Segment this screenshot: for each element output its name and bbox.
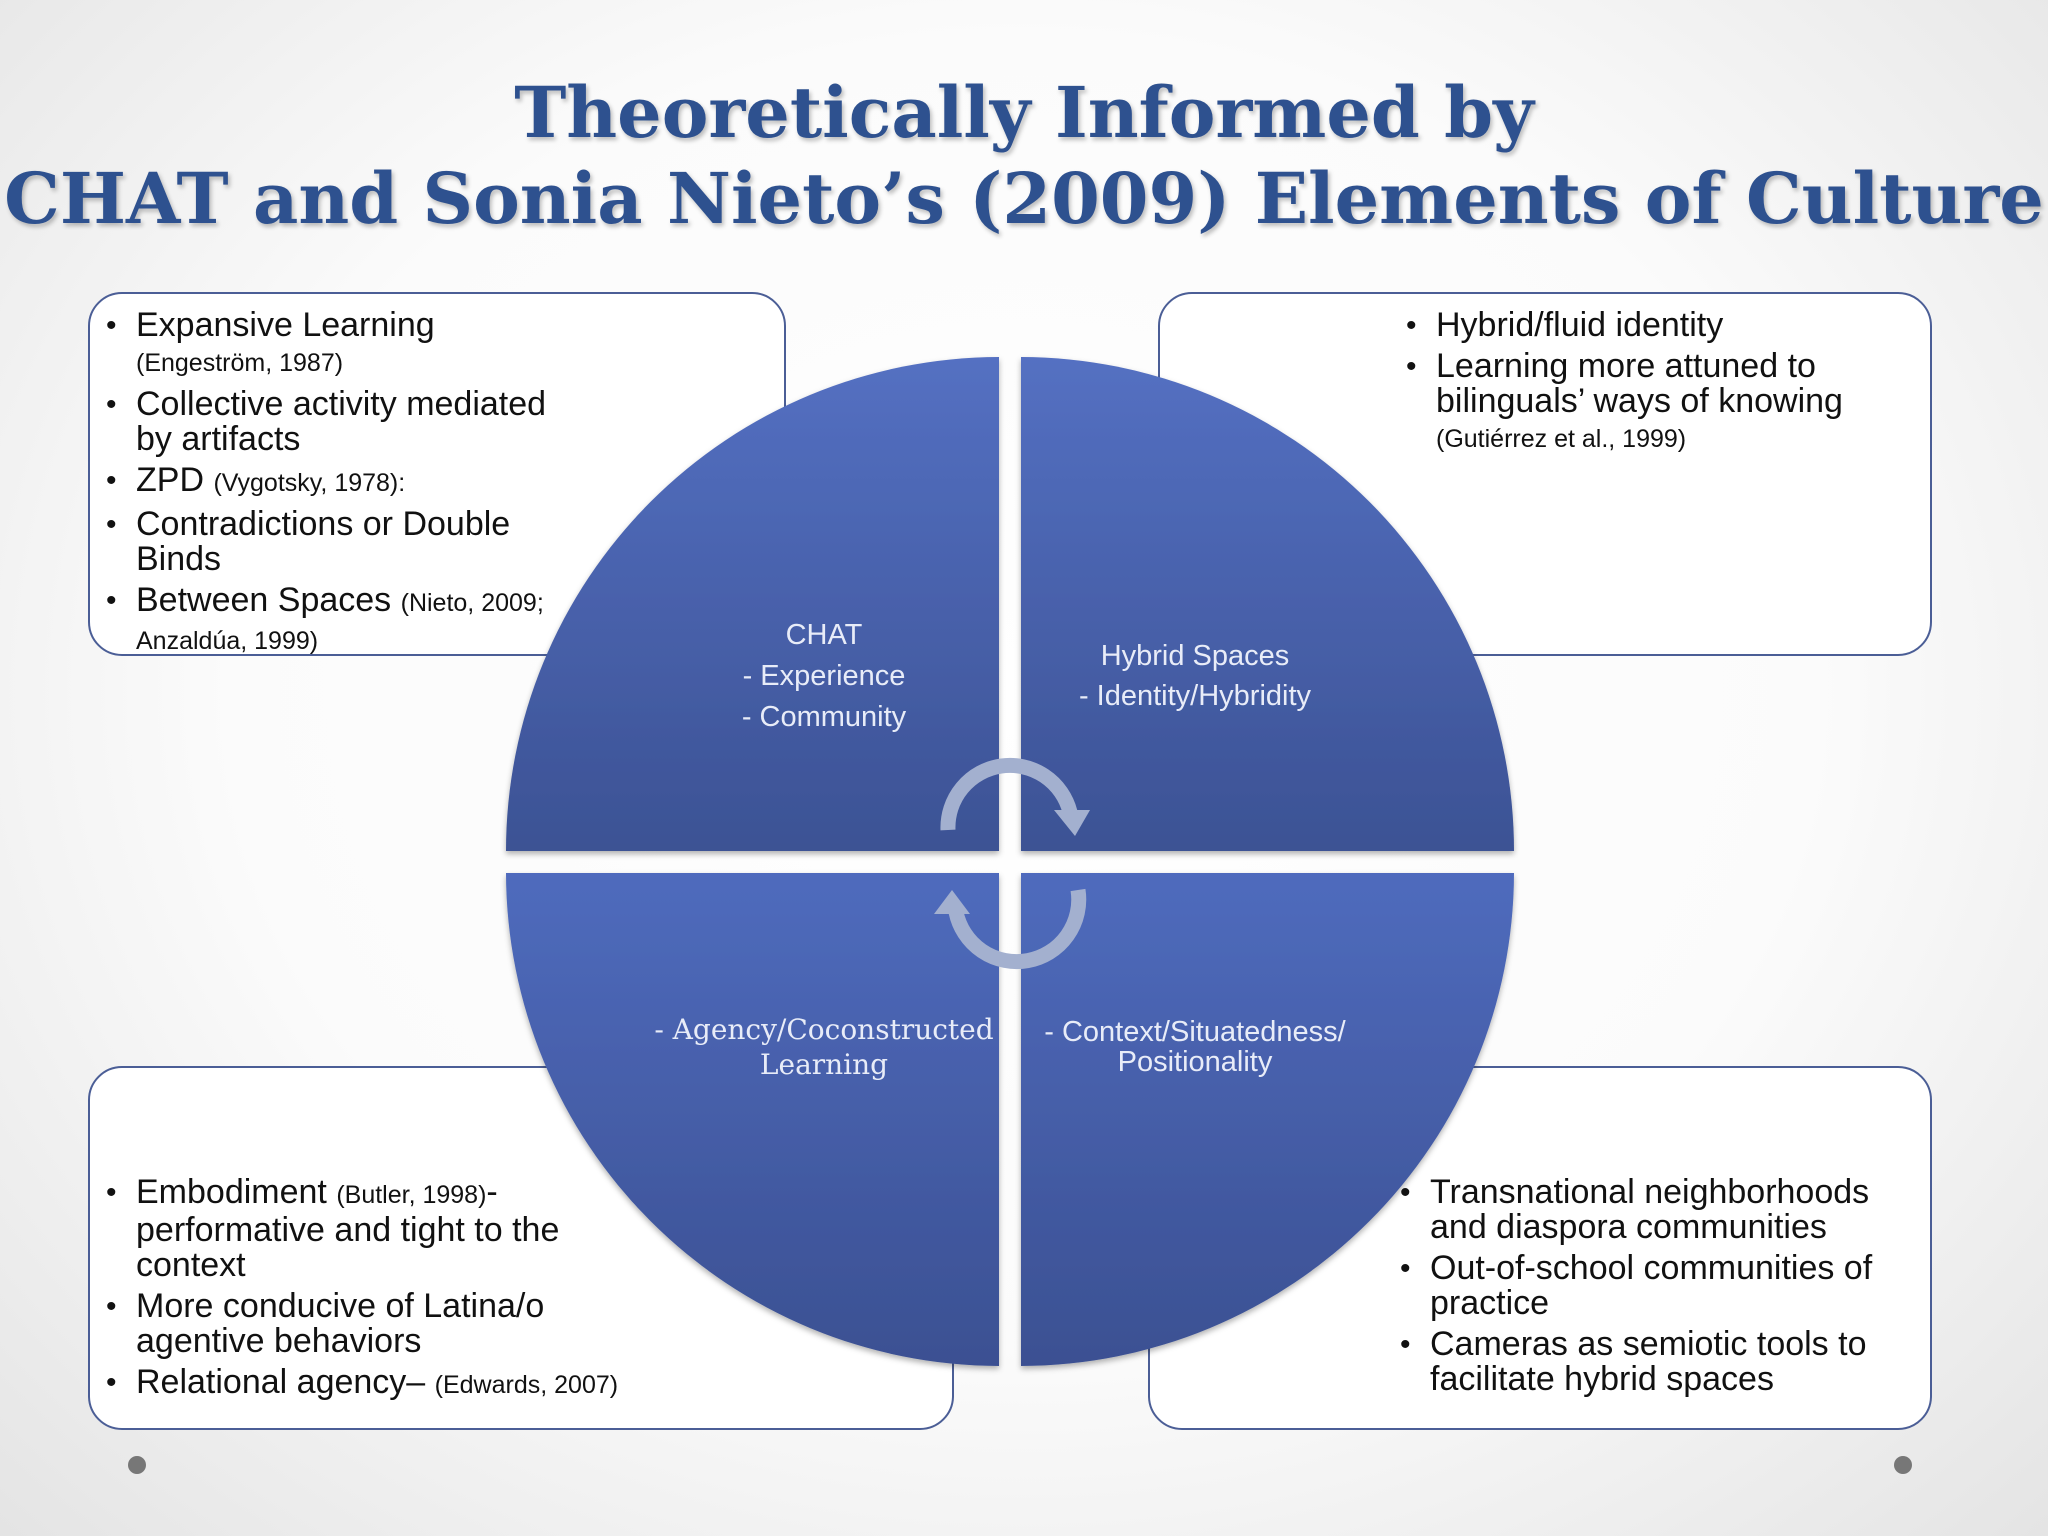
top-left-list: [106, 308, 576, 665]
list-item: [106, 1289, 646, 1359]
item-citation: (Engeström, 1987): [136, 349, 344, 377]
title-line-1: Theoretically Informed by: [514, 71, 1534, 154]
top-right-list: [1406, 308, 1876, 463]
item-text-continued: - performative and tight to the context: [136, 1173, 560, 1284]
quadrant-bottom-right-line-1: - Context/Situatedness/: [1044, 1016, 1346, 1048]
item-text: Contradictions or Double Binds: [136, 505, 511, 578]
item-text: Collective activity mediated by artifacts: [136, 385, 547, 458]
corner-dot-right: [1894, 1456, 1912, 1474]
item-text: Embodiment: [136, 1173, 327, 1211]
list-item: [106, 387, 576, 457]
item-citation: (Vygotsky, 1978):: [213, 469, 406, 497]
bottom-left-list: [106, 1175, 646, 1409]
list-item: [106, 463, 576, 501]
quadrant-top-right-title: Hybrid Spaces: [1100, 640, 1290, 672]
item-text: ZPD: [136, 461, 204, 499]
item-citation: (Butler, 1998): [336, 1181, 487, 1209]
item-citation: (Gutiérrez et al., 1999): [1436, 425, 1687, 453]
item-citation: (Edwards, 2007): [434, 1371, 619, 1399]
list-item: [106, 583, 576, 659]
list-item: [106, 1175, 646, 1283]
list-item: [1406, 308, 1876, 343]
item-text: Between Spaces: [136, 581, 392, 619]
item-text: Transnational neighborhoods and diaspora communities: [1430, 1173, 1870, 1246]
list-item: [1400, 1327, 1890, 1397]
list-item: [106, 308, 576, 381]
quadrant-top-left-item-1: - Experience: [742, 660, 906, 692]
list-item: [106, 1365, 646, 1403]
item-text: Hybrid/fluid identity: [1436, 306, 1724, 344]
quadrant-top-left-item-2: - Community: [741, 701, 907, 733]
item-text: More conducive of Latina/o agentive behaviors: [136, 1287, 545, 1360]
quadrant-top-left: [506, 357, 999, 851]
item-text: Out-of-school communities of practice: [1430, 1249, 1873, 1322]
corner-dot-left: [128, 1456, 146, 1474]
item-text: Expansive Learning: [136, 306, 435, 344]
quadrant-bottom-right-line-2: Positionality: [1117, 1046, 1273, 1078]
item-text: Learning more attuned to bilinguals’ ways of knowing: [1436, 347, 1843, 420]
quadrant-bottom-left-line-2: Learning: [759, 1048, 889, 1081]
list-item: [106, 507, 576, 577]
list-item: [1406, 349, 1876, 457]
quadrant-bottom-left-line-1: - Agency/Coconstructed: [654, 1013, 994, 1046]
list-item: [1400, 1175, 1890, 1245]
list-item: [1400, 1251, 1890, 1321]
item-text: Relational agency–: [136, 1363, 426, 1401]
item-text: Cameras as semiotic tools to facilitate hybrid spaces: [1430, 1325, 1867, 1398]
item-citation: (Nieto, 2009; Anzaldúa, 1999): [136, 589, 544, 655]
quadrant-top-left-title: CHAT: [785, 619, 863, 651]
title-line-2: CHAT and Sonia Nieto’s (2009) Elements of Culture: [4, 157, 2044, 240]
quadrant-top-right-item-1: - Identity/Hybridity: [1078, 680, 1312, 712]
bottom-right-list: [1400, 1175, 1890, 1403]
